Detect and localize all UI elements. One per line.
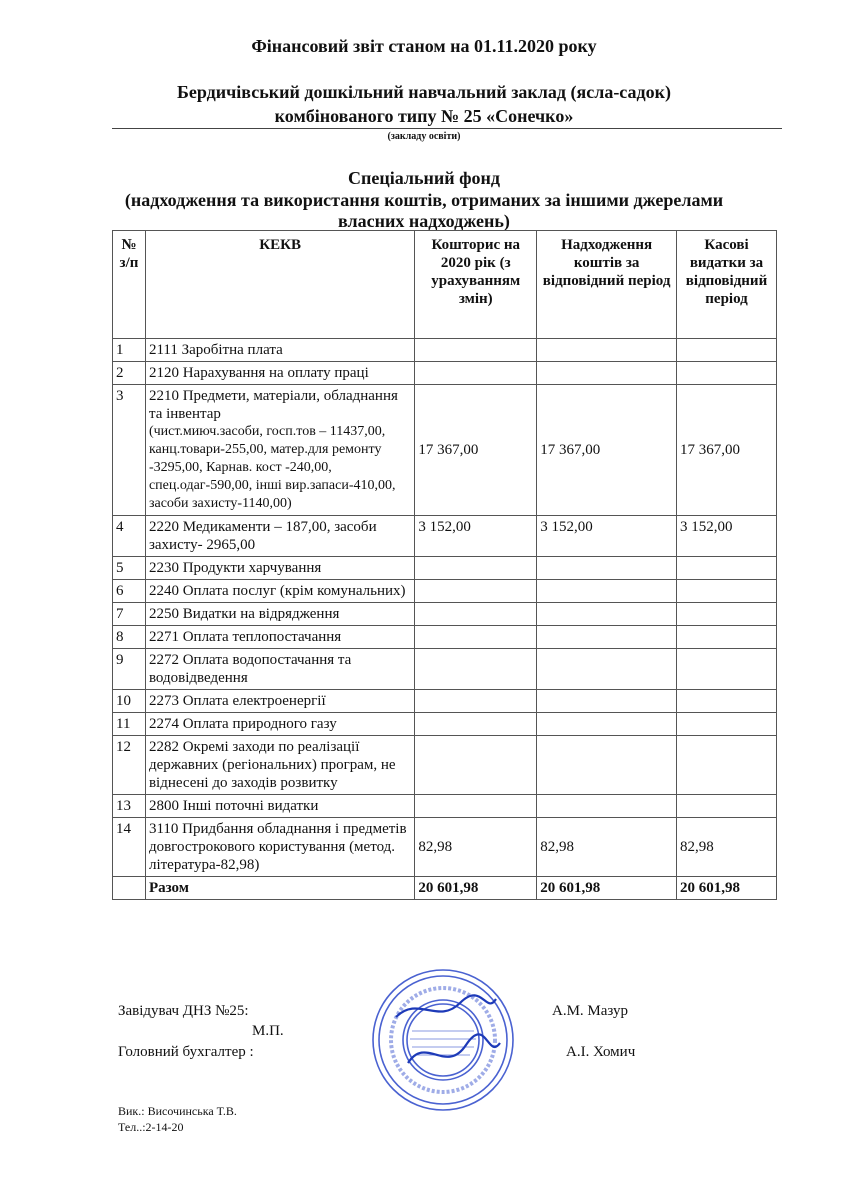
- seal-place-label: М.П.: [252, 1023, 284, 1039]
- row-budget: [415, 795, 537, 818]
- row-income: [537, 649, 677, 690]
- director-label: Завідувач ДНЗ №25:: [118, 1003, 249, 1019]
- row-expense: 17 367,00: [677, 385, 777, 516]
- accountant-label: Головний бухгалтер :: [118, 1044, 254, 1060]
- row-budget: [415, 713, 537, 736]
- table-row: [113, 385, 777, 516]
- table-row: [113, 690, 777, 713]
- row-kekv-note: (чист.миюч.засоби, госп.тов – 11437,00, канц.товари-255,00, матер.для ремонту -3295,00, Карнав. кост -240,00, спец.одаг-590,00, інші вир.запаси-410,00, засоби захисту-1140,00): [148, 424, 396, 511]
- row-expense: [677, 339, 777, 362]
- row-kekv: 2240 Оплата послуг (крім комунальних): [145, 580, 414, 603]
- fund-subtitle-line1: (надходження та використання коштів, отриманих за іншими джерелами: [124, 190, 724, 210]
- row-kekv: 2271 Оплата теплопостачання: [145, 626, 414, 649]
- row-budget: [415, 557, 537, 580]
- row-kekv: 3110 Придбання обладнання і предметів довгострокового користування (метод. література-82,98): [145, 818, 414, 877]
- document-title: Фінансовий звіт станом на 01.11.2020 року: [251, 36, 597, 56]
- row-budget: [415, 626, 537, 649]
- row-number: 1: [113, 339, 146, 362]
- table-row: [113, 649, 777, 690]
- row-kekv-title: 2210 Предмети, матеріали, обладнання та інвентар: [148, 388, 398, 422]
- row-kekv: 2230 Продукти харчування: [145, 557, 414, 580]
- row-number: 12: [113, 736, 146, 795]
- column-header-number: № з/п: [113, 231, 146, 339]
- row-budget: 3 152,00: [415, 516, 537, 557]
- row-kekv: 2120 Нарахування на оплату праці: [145, 362, 414, 385]
- row-income: [537, 603, 677, 626]
- fund-subtitle-line2: власних надходжень): [338, 211, 510, 231]
- organization-name-line1: Бердичівський дошкільний навчальний заклад (ясла-садок): [176, 82, 671, 102]
- column-header-expenses: Касові видатки за відповідний період: [677, 231, 777, 339]
- table-row: [113, 557, 777, 580]
- accountant-name: А.І. Хомич: [566, 1044, 636, 1060]
- row-income: [537, 713, 677, 736]
- row-budget: [415, 580, 537, 603]
- row-kekv: [145, 385, 414, 516]
- row-number: 6: [113, 580, 146, 603]
- table-row: [113, 713, 777, 736]
- row-number: 8: [113, 626, 146, 649]
- fund-title: Спеціальний фонд: [347, 168, 501, 188]
- row-income: 3 152,00: [537, 516, 677, 557]
- row-budget: [415, 362, 537, 385]
- total-number-cell: [113, 877, 146, 900]
- table-row: [113, 339, 777, 362]
- prepared-by: Вик.: Височинська Т.В.: [118, 1104, 237, 1118]
- organization-underline: [112, 128, 782, 129]
- row-number: 2: [113, 362, 146, 385]
- row-number: 9: [113, 649, 146, 690]
- row-kekv: 2273 Оплата електроенергії: [145, 690, 414, 713]
- row-budget: 17 367,00: [415, 385, 537, 516]
- row-income: [537, 626, 677, 649]
- row-kekv: 2220 Медикаменти – 187,00, засоби захисту- 2965,00: [145, 516, 414, 557]
- table-row: [113, 736, 777, 795]
- table-row: [113, 580, 777, 603]
- column-header-income: Надходження коштів за відповідний період: [537, 231, 677, 339]
- row-expense: [677, 362, 777, 385]
- row-number: 10: [113, 690, 146, 713]
- row-kekv: 2282 Окремі заходи по реалізації державних (регіональних) програм, не віднесені до заходів розвитку: [145, 736, 414, 795]
- total-income: 20 601,98: [537, 877, 677, 900]
- row-budget: [415, 736, 537, 795]
- row-expense: 3 152,00: [677, 516, 777, 557]
- row-expense: [677, 649, 777, 690]
- row-expense: [677, 580, 777, 603]
- column-header-kekv: КЕКВ: [145, 231, 414, 339]
- row-expense: [677, 795, 777, 818]
- special-fund-table: [112, 230, 777, 900]
- row-kekv: 2272 Оплата водопостачання та водовідведення: [145, 649, 414, 690]
- table-row: [113, 362, 777, 385]
- official-stamp-icon: [368, 965, 518, 1115]
- row-kekv: 2800 Інші поточні видатки: [145, 795, 414, 818]
- organization-caption: (закладу освіти): [387, 131, 461, 142]
- row-expense: [677, 690, 777, 713]
- row-budget: 82,98: [415, 818, 537, 877]
- row-number: 7: [113, 603, 146, 626]
- contact-phone: Тел..:2-14-20: [118, 1120, 184, 1134]
- row-budget: [415, 690, 537, 713]
- row-expense: [677, 603, 777, 626]
- row-number: 11: [113, 713, 146, 736]
- column-header-budget: Кошторис на 2020 рік (з урахуванням змін): [415, 231, 537, 339]
- row-expense: 82,98: [677, 818, 777, 877]
- row-income: [537, 362, 677, 385]
- row-income: 82,98: [537, 818, 677, 877]
- row-income: [537, 580, 677, 603]
- row-number: 3: [113, 385, 146, 516]
- row-budget: [415, 339, 537, 362]
- row-income: [537, 339, 677, 362]
- row-budget: [415, 603, 537, 626]
- row-kekv: 2250 Видатки на відрядження: [145, 603, 414, 626]
- row-kekv: 2111 Заробітна плата: [145, 339, 414, 362]
- row-number: 14: [113, 818, 146, 877]
- total-label: Разом: [145, 877, 414, 900]
- row-number: 4: [113, 516, 146, 557]
- total-budget: 20 601,98: [415, 877, 537, 900]
- row-income: [537, 557, 677, 580]
- table-row: [113, 795, 777, 818]
- row-expense: [677, 736, 777, 795]
- row-income: [537, 736, 677, 795]
- organization-name-line2: комбінованого типу № 25 «Сонечко»: [274, 106, 574, 126]
- table-row: [113, 818, 777, 877]
- total-row: [113, 877, 777, 900]
- table-header-row: [113, 231, 777, 339]
- row-expense: [677, 557, 777, 580]
- row-income: [537, 795, 677, 818]
- row-expense: [677, 626, 777, 649]
- row-kekv: 2274 Оплата природного газу: [145, 713, 414, 736]
- table-row: [113, 516, 777, 557]
- row-number: 5: [113, 557, 146, 580]
- row-income: [537, 690, 677, 713]
- total-expense: 20 601,98: [677, 877, 777, 900]
- row-income: 17 367,00: [537, 385, 677, 516]
- row-expense: [677, 713, 777, 736]
- row-budget: [415, 649, 537, 690]
- row-number: 13: [113, 795, 146, 818]
- table-row: [113, 626, 777, 649]
- table-row: [113, 603, 777, 626]
- director-name: А.М. Мазур: [552, 1003, 629, 1019]
